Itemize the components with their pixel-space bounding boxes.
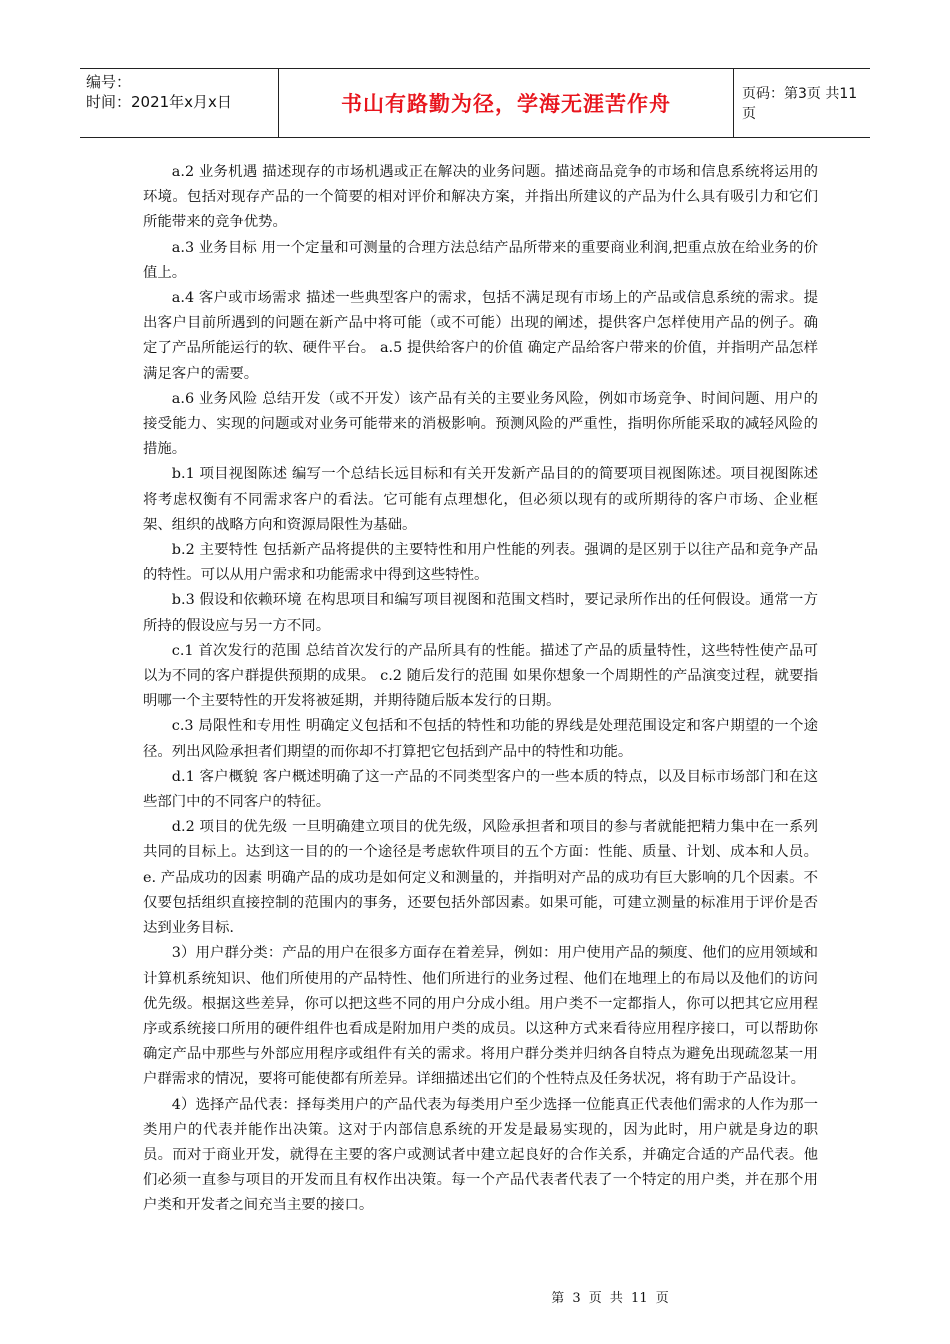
paragraph-b2: b.2 主要特性 包括新产品将提供的主要特性和用户性能的列表。强调的是区别于以往产品和竞争产品的特性。可以从用户需求和功能需求中得到这些特性。 xyxy=(143,542,818,584)
document-body xyxy=(143,160,818,1219)
paragraph-a4-a5: a.4 客户或市场需求 描述一些典型客户的需求，包括不满足现有市场上的产品或信息系统的需求。提出客户目前所遇到的问题在新产品中将可能（或不可能）出现的阐述，提供客户怎样使用产品的例子。确定了产品所能运行的软、硬件平台。 a.5 提供给客户的价值 确定产品给客户带来的价值，并指明产品怎样满足客户的需要。 xyxy=(143,290,818,382)
paragraph-product-representatives: 4）选择产品代表：择每类用户的产品代表为每类用户至少选择一位能真正代表他们需求的人作为那一类用户的代表并能作出决策。这对于内部信息系统的开发是最易实现的，因为此时，用户就是身边的职员。而对于商业开发，就得在主要的客户或测试者中建立起良好的合作关系，并确定合适的产品代表。他们必须一直参与项目的开发而且有权作出决策。每一个产品代表者代表了一个特定的用户类，并在那个用户类和开发者之间充当主要的接口。 xyxy=(143,1096,818,1214)
date-label: 时间：2021年x月x日 xyxy=(86,93,232,111)
doc-number-label: 编号： xyxy=(86,73,132,91)
header-info-cell xyxy=(80,69,279,137)
paragraph-d1: d.1 客户概貌 客户概述明确了这一产品的不同类型客户的一些本质的特点，以及目标市场部门和在这些部门中的不同客户的特征。 xyxy=(143,768,818,811)
paragraph-a6: a.6 业务风险 总结开发（或不开发）该产品有关的主要业务风险，例如市场竞争、时间问题、用户的接受能力、实现的问题或对业务可能带来的消极影响。预测风险的严重性，指明你所能采取的减轻风险的措施。 xyxy=(143,390,818,458)
header-page-number: 页码：第3页 共11页 xyxy=(742,86,858,122)
paragraph-b1: b.1 项目视图陈述 编写一个总结长远目标和有关开发新产品目的的简要项目视图陈述。项目视图陈述将考虑权衡有不同需求客户的看法。它可能有点理想化，但必须以现有的或所期待的客户市场、企业框架、组织的战略方向和资源局限性为基础。 xyxy=(143,466,818,533)
paragraph-a2: a.2 业务机遇 描述现存的市场机遇或正在解决的业务问题。描述商品竞争的市场和信息系统将运用的环境。包括对现存产品的一个简要的相对评价和解决方案，并指出所建议的产品为什么具有吸引力和它们所能带来的竞争优势。 xyxy=(143,164,818,231)
paragraph-d2-e: d.2 项目的优先级 一旦明确建立项目的优先级，风险承担者和项目的参与者就能把精力集中在一系列共同的目标上。达到这一目的的一个途径是考虑软件项目的五个方面：性能、质量、计划、成本和人员。 e. 产品成功的因素 明确产品的成功是如何定义和测量的，并指明对产品的成功有巨大影响的几个因素。不仅要包括组织直接控制的范围内的事务，还要包括外部因素。如果可能，可建立测量的标准用于评价是否达到业务目标. xyxy=(143,819,818,937)
page-header xyxy=(80,68,870,138)
paragraph-b3: b.3 假设和依赖环境 在构思项目和编写项目视图和范围文档时，要记录所作出的任何假设。通常一方所持的假设应与另一方不同。 xyxy=(143,592,818,634)
paragraph-a3: a.3 业务目标 用一个定量和可测量的合理方法总结产品所带来的重要商业利润,把重点放在给业务的价值上。 xyxy=(143,239,818,281)
paragraph-user-groups: 3）用户群分类：产品的用户在很多方面存在着差异，例如：用户使用产品的频度、他们的应用领域和计算机系统知识、他们所使用的产品特性、他们所进行的业务过程、他们在地理上的布局以及他们的访问优先级。根据这些差异，你可以把这些不同的用户分成小组。用户类不一定都指人，你可以把其它应用程序或系统接口所用的硬件组件也看成是附加用户类的成员。以这种方式来看待应用程序接口，可以帮助你确定产品中那些与外部应用程序或组件有关的需求。将用户群分类并归纳各自特点为避免出现疏忽某一用户群需求的情况，要将可能使都有所差异。详细描述出它们的个性特点及任务状况，将有助于产品设计。 xyxy=(143,945,818,1088)
page-footer: 第 3 页 共 11 页 xyxy=(551,1291,669,1306)
header-motto: 书山有路勤为径，学海无涯苦作舟 xyxy=(279,69,734,137)
paragraph-c3: c.3 局限性和专用性 明确定义包括和不包括的特性和功能的界线是处理范围设定和客户期望的一个途径。列出风险承担者们期望的而你却不打算把它包括到产品中的特性和功能。 xyxy=(143,718,818,760)
paragraph-c1-c2: c.1 首次发行的范围 总结首次发行的产品所具有的性能。描述了产品的质量特性，这些特性使产品可以为不同的客户群提供预期的成果。 c.2 随后发行的范围 如果你想象一个周期性的产品演变过程，就要指明哪一个主要特性的开发将被延期，并期待随后版本发行的日期。 xyxy=(143,642,818,710)
